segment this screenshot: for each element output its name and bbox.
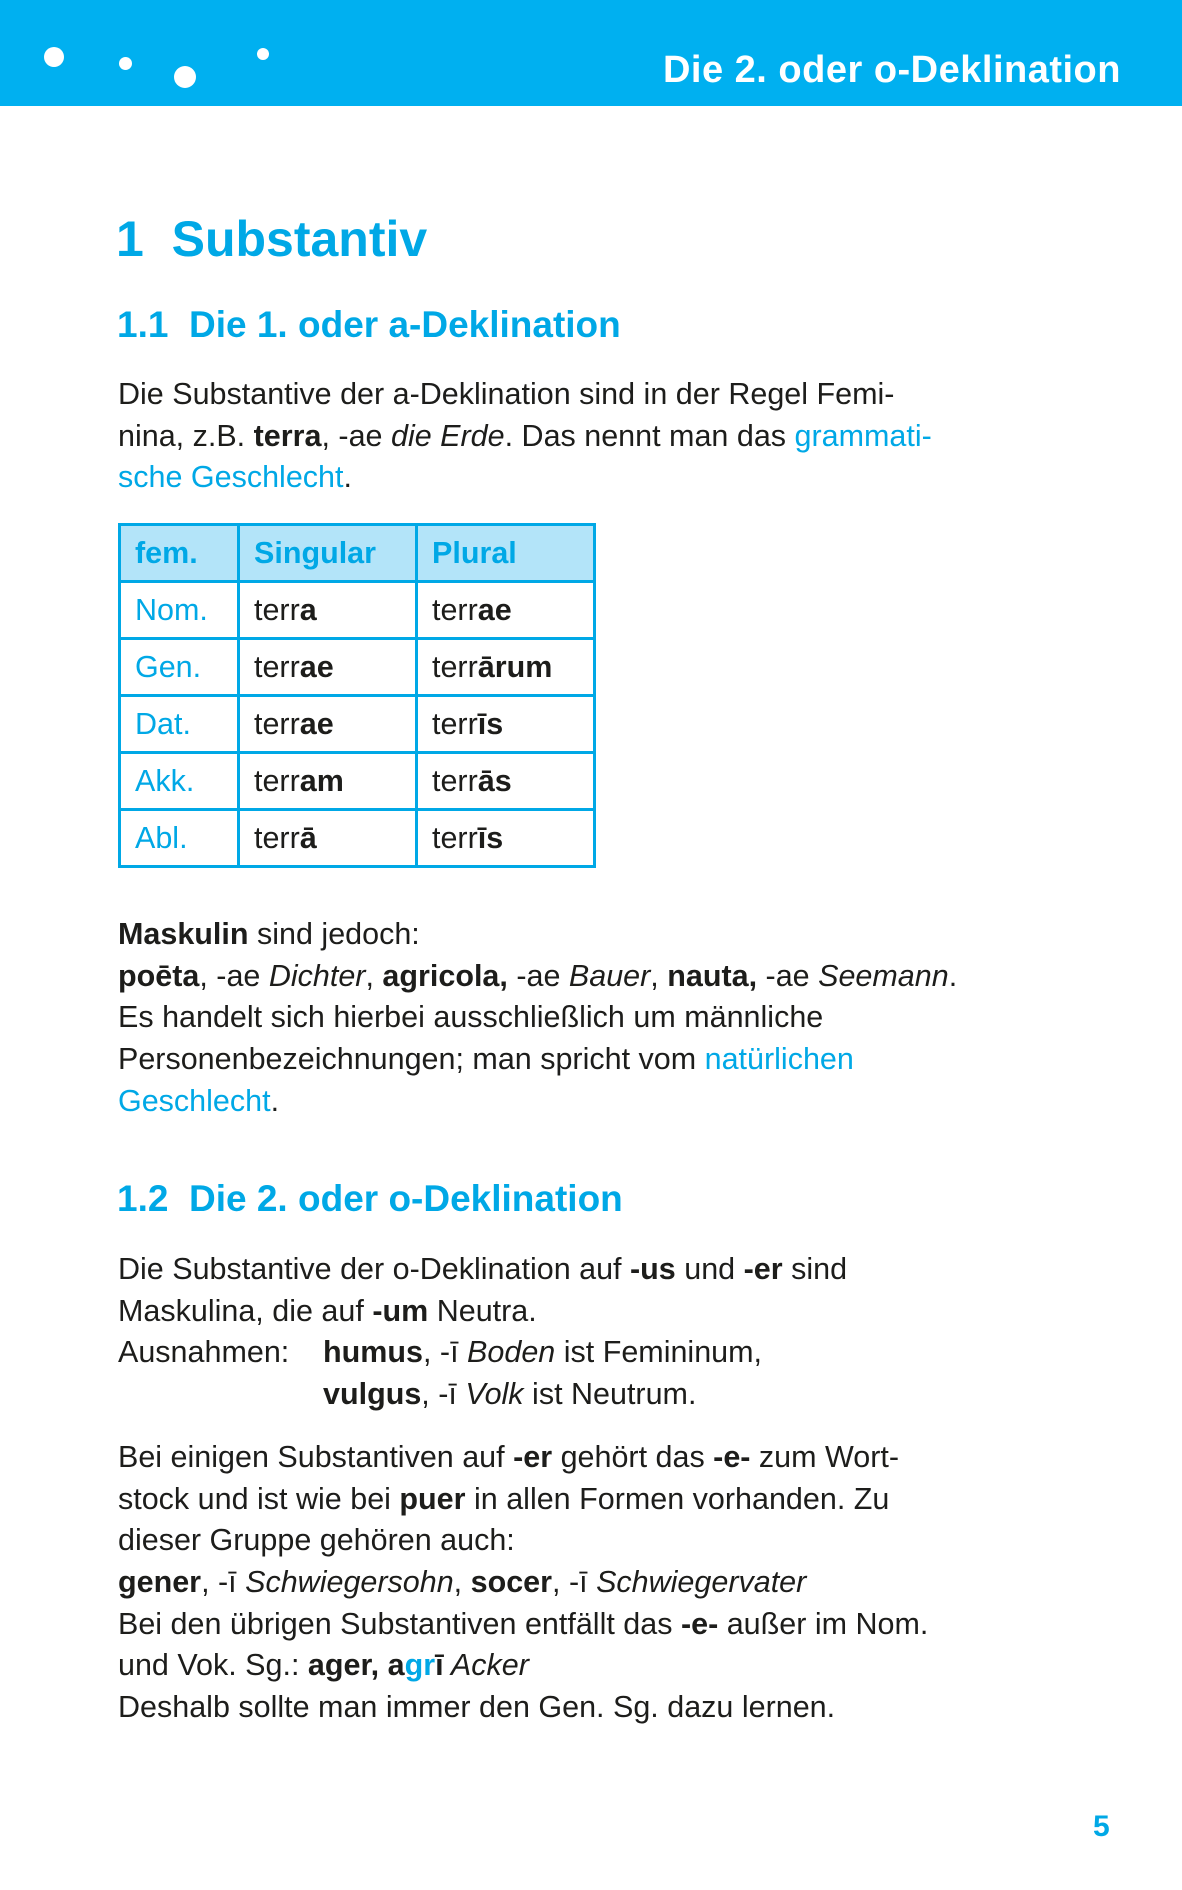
text-line <box>118 914 1038 956</box>
case-label: Dat. <box>120 696 239 753</box>
text-line: Es handelt sich hierbei ausschließlich um männliche <box>118 1000 824 1035</box>
text: , -ae <box>321 418 391 453</box>
table-row <box>120 810 595 867</box>
page-header-band <box>0 0 1182 106</box>
table-header-row <box>120 525 595 582</box>
stem: terr <box>432 820 478 855</box>
text: . Das nennt man das <box>504 418 795 453</box>
ending: a <box>299 592 317 627</box>
section-title-1-2: 1.2 Die 2. oder o-Deklination <box>117 1178 623 1219</box>
text: und <box>675 1252 744 1286</box>
stem: terr <box>254 763 300 798</box>
text: stock und ist wie bei <box>118 1481 400 1516</box>
ending: ae <box>477 592 512 627</box>
ending: am <box>299 763 344 798</box>
text: zum Wort- <box>750 1440 900 1474</box>
stem: terr <box>432 706 478 741</box>
ending: -e- <box>713 1440 751 1474</box>
translation: Bauer <box>568 958 651 993</box>
term-highlight: Geschlecht <box>118 1083 271 1118</box>
text: Die Substantive der o-Deklination auf <box>118 1252 631 1286</box>
text: . <box>343 460 352 495</box>
ending: -um <box>372 1293 429 1328</box>
text: Personenbezeichnungen; man spricht vom <box>118 1042 705 1077</box>
plural-form <box>417 810 595 867</box>
case-label: Gen. <box>120 639 239 696</box>
column-header: Plural <box>417 525 595 582</box>
er-nouns-paragraph <box>118 1437 1038 1729</box>
term-highlight: sche Geschlecht <box>118 460 344 495</box>
latin-word: ager, a <box>307 1648 405 1683</box>
decor-dot-icon <box>174 66 196 88</box>
ending: -er <box>743 1252 783 1286</box>
text-line: dieser Gruppe gehören auch: <box>118 1523 515 1558</box>
ending: ī <box>435 1648 444 1683</box>
text: , -ī <box>421 1377 466 1412</box>
keyword: Maskulin <box>118 917 249 951</box>
ending: ae <box>299 706 334 741</box>
ending: ās <box>477 763 512 798</box>
stem: terr <box>254 820 300 855</box>
decor-dot-icon <box>119 57 132 70</box>
case-label: Akk. <box>120 753 239 810</box>
stem: terr <box>432 592 478 627</box>
translation: Volk <box>465 1377 524 1412</box>
running-header-title: Die 2. oder o-Deklination <box>662 49 1121 91</box>
text: und Vok. Sg.: <box>118 1648 308 1683</box>
text: Maskulina, die auf <box>118 1293 373 1328</box>
table-row <box>120 582 595 639</box>
a-declension-table <box>118 523 596 868</box>
stem: terr <box>432 763 478 798</box>
page-number: 5 <box>1093 1810 1110 1843</box>
ending: ārum <box>477 649 553 684</box>
term-highlight: natürlichen <box>704 1042 854 1077</box>
text: sind jedoch: <box>248 917 420 951</box>
stem: terr <box>254 649 300 684</box>
text-line <box>118 1291 1038 1333</box>
stem: terr <box>254 592 300 627</box>
ending: īs <box>477 706 504 741</box>
latin-word: socer <box>470 1565 553 1600</box>
singular-form <box>239 639 417 696</box>
singular-form <box>239 810 417 867</box>
text: sind <box>782 1252 848 1286</box>
text: , -ī <box>201 1565 246 1600</box>
text: , -ī <box>422 1335 468 1370</box>
text: , -ae <box>199 958 269 993</box>
plural-form <box>417 582 595 639</box>
text: , <box>453 1565 471 1600</box>
text: außer im Nom. <box>718 1606 929 1641</box>
latin-word: humus <box>323 1335 423 1370</box>
text-line <box>118 1039 1038 1081</box>
column-header: Singular <box>239 525 417 582</box>
text: Neutra. <box>428 1293 537 1328</box>
latin-word: vulgus <box>323 1377 422 1412</box>
decor-dot-icon <box>44 47 64 67</box>
decor-dot-icon <box>257 48 269 60</box>
exceptions-label: Ausnahmen: <box>118 1335 290 1370</box>
section-title-1-1: 1.1 Die 1. oder a-Deklination <box>117 304 621 345</box>
text: , <box>365 958 383 993</box>
text: , <box>650 958 668 993</box>
text-line <box>118 1332 1038 1374</box>
latin-word: puer <box>399 1481 466 1516</box>
plural-form <box>417 639 595 696</box>
table-row <box>120 753 595 810</box>
text-line <box>118 1562 1038 1604</box>
examples-line <box>118 956 1038 998</box>
singular-form <box>239 582 417 639</box>
case-label: Abl. <box>120 810 239 867</box>
latin-word: poēta <box>118 958 200 993</box>
case-label: Nom. <box>120 582 239 639</box>
text: ist Neutrum. <box>523 1377 697 1412</box>
stem: terr <box>432 649 478 684</box>
text-line <box>118 416 1038 458</box>
text-line <box>118 1374 1038 1416</box>
text: -ae <box>757 958 819 993</box>
term-highlight: grammati- <box>794 418 932 453</box>
latin-word: terra <box>253 418 322 453</box>
text-line <box>118 457 1038 499</box>
text: Bei einigen Substantiven auf <box>118 1440 514 1474</box>
ending: -e- <box>680 1606 719 1641</box>
latin-word: gener <box>118 1565 202 1600</box>
text-line <box>118 1081 1038 1123</box>
translation: die Erde <box>390 418 505 453</box>
text-line: Deshalb sollte man immer den Gen. Sg. dazu lernen. <box>118 1690 836 1725</box>
text: in allen Formen vorhanden. Zu <box>465 1481 890 1516</box>
text: gehört das <box>552 1440 714 1474</box>
masculine-paragraph <box>118 914 1038 1122</box>
column-header: fem. <box>120 525 239 582</box>
translation: Schwiegervater <box>596 1565 807 1600</box>
text: -ae <box>507 958 569 993</box>
text: nina, z.B. <box>118 418 254 453</box>
latin-word: nauta, <box>667 958 758 993</box>
translation: Boden <box>467 1335 556 1370</box>
ending: -er <box>513 1440 553 1474</box>
text-line <box>118 1437 1038 1479</box>
table-row <box>120 696 595 753</box>
singular-form <box>239 753 417 810</box>
text-line <box>118 1604 1038 1646</box>
text-line <box>118 1249 1038 1291</box>
translation: Acker <box>443 1648 529 1683</box>
chapter-title: 1 Substantiv <box>116 211 428 267</box>
text: Bei den übrigen Substantiven entfällt das <box>118 1606 681 1641</box>
plural-form <box>417 696 595 753</box>
singular-form <box>239 696 417 753</box>
o-declination-paragraph <box>118 1249 1038 1416</box>
translation: Schwiegersohn <box>245 1565 454 1600</box>
table-row <box>120 639 595 696</box>
translation: Dichter <box>268 958 366 993</box>
text-line: Die Substantive der a-Deklination sind in der Regel Femi- <box>118 377 895 411</box>
ending: īs <box>477 820 504 855</box>
text-line <box>118 1479 1038 1521</box>
plural-form <box>417 753 595 810</box>
translation: Seemann <box>818 958 949 993</box>
text: , -ī <box>552 1565 597 1600</box>
ending: -us <box>630 1252 676 1286</box>
text: . <box>948 958 958 993</box>
ending: ae <box>299 649 334 684</box>
stem: terr <box>254 706 300 741</box>
text: ist Femininum, <box>555 1335 763 1370</box>
ending: ā <box>299 820 317 855</box>
text: . <box>270 1083 280 1118</box>
text-line <box>118 1645 1038 1687</box>
latin-word: agricola, <box>382 958 508 993</box>
stem-highlight: gr <box>404 1648 436 1683</box>
intro-paragraph <box>118 374 1038 499</box>
